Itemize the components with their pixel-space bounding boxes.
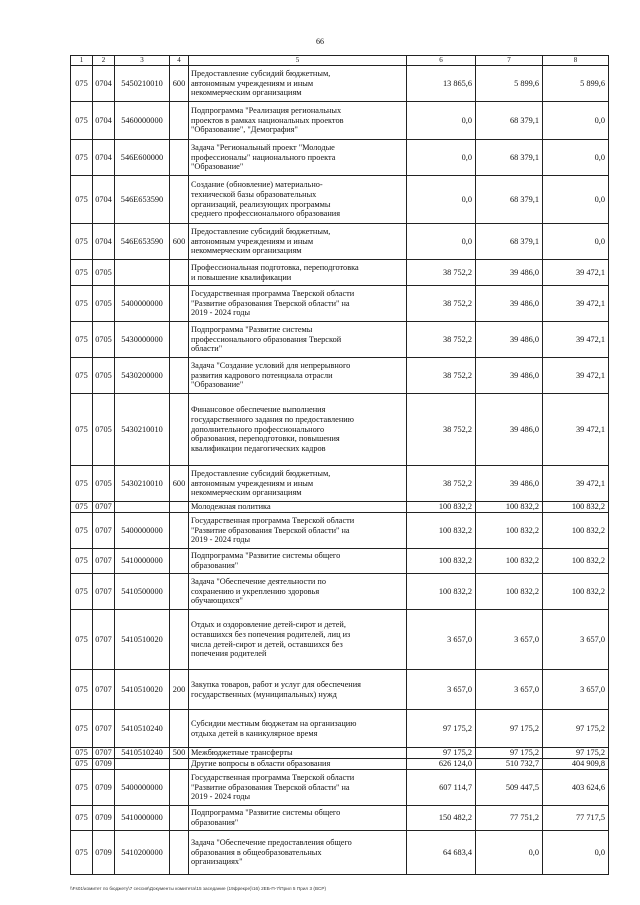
amount-year2-cell: 97 175,2 xyxy=(476,710,543,748)
table-row xyxy=(71,759,609,770)
amount-year2-cell: 39 486,0 xyxy=(476,466,543,502)
target-article-cell xyxy=(115,502,170,513)
table-header-row xyxy=(71,56,609,66)
admin-code-cell: 075 xyxy=(71,759,93,770)
section-code-cell: 0709 xyxy=(93,770,115,806)
table-row xyxy=(71,831,609,875)
target-article-cell: 5460000000 xyxy=(115,102,170,140)
admin-code-cell: 075 xyxy=(71,574,93,610)
amount-year3-cell: 100 832,2 xyxy=(543,502,609,513)
target-article-cell: 5410510240 xyxy=(115,748,170,759)
amount-year2-cell: 100 832,2 xyxy=(476,513,543,549)
target-article-cell: 5410000000 xyxy=(115,806,170,831)
target-article-cell: 546E653590 xyxy=(115,176,170,224)
amount-year3-cell: 39 472,1 xyxy=(543,394,609,466)
section-code-cell: 0707 xyxy=(93,610,115,670)
table-row xyxy=(71,176,609,224)
description-cell: Субсидии местным бюджетам на организацию отдыха детей в каникулярное время xyxy=(189,710,407,748)
amount-year3-cell: 39 472,1 xyxy=(543,466,609,502)
expense-type-cell xyxy=(170,286,189,322)
table-row xyxy=(71,140,609,176)
description-cell: Подпрограмма "Развитие системы профессионального образования Тверской области" xyxy=(189,322,407,358)
section-code-cell: 0705 xyxy=(93,394,115,466)
expense-type-cell xyxy=(170,358,189,394)
section-code-cell: 0705 xyxy=(93,466,115,502)
section-code-cell: 0705 xyxy=(93,322,115,358)
amount-year2-cell: 100 832,2 xyxy=(476,574,543,610)
admin-code-cell: 075 xyxy=(71,549,93,574)
target-article-cell: 5410000000 xyxy=(115,549,170,574)
admin-code-cell: 075 xyxy=(71,394,93,466)
amount-year3-cell: 5 899,6 xyxy=(543,66,609,102)
amount-year1-cell: 0,0 xyxy=(407,140,476,176)
target-article-cell: 5450210010 xyxy=(115,66,170,102)
table-row xyxy=(71,710,609,748)
target-article-cell: 5400000000 xyxy=(115,286,170,322)
amount-year2-cell: 509 447,5 xyxy=(476,770,543,806)
amount-year2-cell: 100 832,2 xyxy=(476,549,543,574)
col-header: 4 xyxy=(170,56,189,66)
amount-year1-cell: 97 175,2 xyxy=(407,710,476,748)
amount-year1-cell: 38 752,2 xyxy=(407,260,476,286)
expense-type-cell xyxy=(170,513,189,549)
section-code-cell: 0707 xyxy=(93,574,115,610)
expense-type-cell xyxy=(170,394,189,466)
description-cell: Задача "Обеспечение предоставления общего образования в общеобразовательных организациях" xyxy=(189,831,407,875)
amount-year1-cell: 0,0 xyxy=(407,176,476,224)
description-cell: Молодежная политика xyxy=(189,502,407,513)
target-article-cell: 5400000000 xyxy=(115,513,170,549)
expense-type-cell: 600 xyxy=(170,466,189,502)
amount-year2-cell: 39 486,0 xyxy=(476,358,543,394)
amount-year3-cell: 77 717,5 xyxy=(543,806,609,831)
amount-year1-cell: 100 832,2 xyxy=(407,549,476,574)
amount-year1-cell: 150 482,2 xyxy=(407,806,476,831)
table-row xyxy=(71,260,609,286)
target-article-cell: 5430210010 xyxy=(115,466,170,502)
amount-year1-cell: 38 752,2 xyxy=(407,466,476,502)
amount-year2-cell: 100 832,2 xyxy=(476,502,543,513)
section-code-cell: 0707 xyxy=(93,748,115,759)
description-cell: Создание (обновление) материально- технической базы образовательных организаций, реализующих программы среднего профессионального образования xyxy=(189,176,407,224)
page-number: 66 xyxy=(316,37,324,46)
expense-type-cell xyxy=(170,806,189,831)
section-code-cell: 0709 xyxy=(93,759,115,770)
col-header: 3 xyxy=(115,56,170,66)
section-code-cell: 0707 xyxy=(93,502,115,513)
expense-type-cell xyxy=(170,322,189,358)
amount-year2-cell: 5 899,6 xyxy=(476,66,543,102)
description-cell: Предоставление субсидий бюджетным, автономным учреждениям и иным некоммерческим организациям xyxy=(189,224,407,260)
amount-year1-cell: 3 657,0 xyxy=(407,610,476,670)
section-code-cell: 0704 xyxy=(93,66,115,102)
section-code-cell: 0704 xyxy=(93,176,115,224)
admin-code-cell: 075 xyxy=(71,224,93,260)
table-row xyxy=(71,358,609,394)
amount-year1-cell: 0,0 xyxy=(407,224,476,260)
section-code-cell: 0709 xyxy=(93,806,115,831)
admin-code-cell: 075 xyxy=(71,748,93,759)
table-row xyxy=(71,806,609,831)
table-row xyxy=(71,394,609,466)
expense-type-cell xyxy=(170,831,189,875)
description-cell: Государственная программа Тверской области "Развитие образования Тверской области" на 2019 - 2024 годы xyxy=(189,286,407,322)
amount-year3-cell: 39 472,1 xyxy=(543,322,609,358)
table-row xyxy=(71,286,609,322)
table-row xyxy=(71,66,609,102)
expense-type-cell xyxy=(170,710,189,748)
target-article-cell: 5410510020 xyxy=(115,670,170,710)
table-row xyxy=(71,670,609,710)
table-row xyxy=(71,748,609,759)
amount-year3-cell: 97 175,2 xyxy=(543,710,609,748)
description-cell: Государственная программа Тверской области "Развитие образования Тверской области" на 2019 - 2024 годы xyxy=(189,770,407,806)
amount-year3-cell: 3 657,0 xyxy=(543,610,609,670)
amount-year3-cell: 0,0 xyxy=(543,102,609,140)
amount-year2-cell: 68 379,1 xyxy=(476,140,543,176)
col-header: 5 xyxy=(189,56,407,66)
description-cell: Подпрограмма "Реализация региональных проектов в рамках национальных проектов "Образование", "Демография" xyxy=(189,102,407,140)
amount-year1-cell: 0,0 xyxy=(407,102,476,140)
amount-year2-cell: 39 486,0 xyxy=(476,286,543,322)
expense-type-cell: 600 xyxy=(170,224,189,260)
table-row xyxy=(71,322,609,358)
amount-year1-cell: 38 752,2 xyxy=(407,322,476,358)
budget-table xyxy=(70,55,609,875)
amount-year2-cell: 77 751,2 xyxy=(476,806,543,831)
expense-type-cell: 500 xyxy=(170,748,189,759)
admin-code-cell: 075 xyxy=(71,358,93,394)
admin-code-cell: 075 xyxy=(71,770,93,806)
amount-year3-cell: 97 175,2 xyxy=(543,748,609,759)
expense-type-cell: 600 xyxy=(170,66,189,102)
amount-year3-cell: 0,0 xyxy=(543,176,609,224)
expense-type-cell xyxy=(170,260,189,286)
amount-year1-cell: 607 114,7 xyxy=(407,770,476,806)
amount-year1-cell: 13 865,6 xyxy=(407,66,476,102)
table-row xyxy=(71,549,609,574)
description-cell: Задача "Обеспечение деятельности по сохранению и укреплению здоровья обучающихся" xyxy=(189,574,407,610)
description-cell: Профессиональная подготовка, переподготовка и повышение квалификации xyxy=(189,260,407,286)
admin-code-cell: 075 xyxy=(71,670,93,710)
amount-year2-cell: 68 379,1 xyxy=(476,224,543,260)
amount-year1-cell: 38 752,2 xyxy=(407,358,476,394)
table-row xyxy=(71,102,609,140)
section-code-cell: 0705 xyxy=(93,260,115,286)
target-article-cell: 5410200000 xyxy=(115,831,170,875)
target-article-cell: 5400000000 xyxy=(115,770,170,806)
amount-year3-cell: 39 472,1 xyxy=(543,286,609,322)
target-article-cell: 5430000000 xyxy=(115,322,170,358)
amount-year1-cell: 100 832,2 xyxy=(407,574,476,610)
amount-year3-cell: 100 832,2 xyxy=(543,549,609,574)
amount-year2-cell: 97 175,2 xyxy=(476,748,543,759)
col-header: 1 xyxy=(71,56,93,66)
description-cell: Подпрограмма "Развитие системы общего образования" xyxy=(189,549,407,574)
description-cell: Закупка товаров, работ и услуг для обеспечения государственных (муниципальных) нужд xyxy=(189,670,407,710)
col-header: 2 xyxy=(93,56,115,66)
amount-year2-cell: 68 379,1 xyxy=(476,176,543,224)
amount-year3-cell: 0,0 xyxy=(543,831,609,875)
admin-code-cell: 075 xyxy=(71,466,93,502)
amount-year3-cell: 404 909,8 xyxy=(543,759,609,770)
table-row xyxy=(71,224,609,260)
description-cell: Подпрограмма "Развитие системы общего образования" xyxy=(189,806,407,831)
admin-code-cell: 075 xyxy=(71,513,93,549)
amount-year1-cell: 38 752,2 xyxy=(407,394,476,466)
target-article-cell: 5430210010 xyxy=(115,394,170,466)
amount-year1-cell: 626 124,0 xyxy=(407,759,476,770)
table-row xyxy=(71,502,609,513)
table-row xyxy=(71,610,609,670)
target-article-cell: 5410510240 xyxy=(115,710,170,748)
expense-type-cell xyxy=(170,759,189,770)
description-cell: Предоставление субсидий бюджетным, автономным учреждениям и иным некоммерческим организациям xyxy=(189,66,407,102)
amount-year3-cell: 39 472,1 xyxy=(543,260,609,286)
target-article-cell xyxy=(115,260,170,286)
table-row xyxy=(71,466,609,502)
section-code-cell: 0707 xyxy=(93,513,115,549)
admin-code-cell: 075 xyxy=(71,806,93,831)
expense-type-cell xyxy=(170,502,189,513)
expense-type-cell xyxy=(170,140,189,176)
amount-year3-cell: 100 832,2 xyxy=(543,574,609,610)
amount-year2-cell: 3 657,0 xyxy=(476,670,543,710)
table-row xyxy=(71,770,609,806)
amount-year1-cell: 38 752,2 xyxy=(407,286,476,322)
admin-code-cell: 075 xyxy=(71,140,93,176)
description-cell: Другие вопросы в области образования xyxy=(189,759,407,770)
expense-type-cell xyxy=(170,770,189,806)
amount-year1-cell: 3 657,0 xyxy=(407,670,476,710)
section-code-cell: 0707 xyxy=(93,549,115,574)
description-cell: Задача "Создание условий для непрерывного развития кадрового потенциала отрасли "Образование" xyxy=(189,358,407,394)
admin-code-cell: 075 xyxy=(71,176,93,224)
amount-year2-cell: 68 379,1 xyxy=(476,102,543,140)
admin-code-cell: 075 xyxy=(71,610,93,670)
amount-year2-cell: 510 732,7 xyxy=(476,759,543,770)
section-code-cell: 0704 xyxy=(93,224,115,260)
expense-type-cell xyxy=(170,610,189,670)
admin-code-cell: 075 xyxy=(71,710,93,748)
amount-year3-cell: 403 624,6 xyxy=(543,770,609,806)
amount-year2-cell: 3 657,0 xyxy=(476,610,543,670)
section-code-cell: 0705 xyxy=(93,358,115,394)
description-cell: Задача "Региональный проект "Молодые профессионалы" национального проекта "Образование" xyxy=(189,140,407,176)
section-code-cell: 0709 xyxy=(93,831,115,875)
col-header: 7 xyxy=(476,56,543,66)
expense-type-cell xyxy=(170,574,189,610)
amount-year1-cell: 64 683,4 xyxy=(407,831,476,875)
amount-year3-cell: 3 657,0 xyxy=(543,670,609,710)
target-article-cell: 5430200000 xyxy=(115,358,170,394)
amount-year2-cell: 39 486,0 xyxy=(476,260,543,286)
admin-code-cell: 075 xyxy=(71,286,93,322)
expense-type-cell: 200 xyxy=(170,670,189,710)
amount-year2-cell: 39 486,0 xyxy=(476,322,543,358)
target-article-cell: 5410500000 xyxy=(115,574,170,610)
description-cell: Межбюджетные трансферты xyxy=(189,748,407,759)
admin-code-cell: 075 xyxy=(71,502,93,513)
admin-code-cell: 075 xyxy=(71,102,93,140)
amount-year1-cell: 97 175,2 xyxy=(407,748,476,759)
amount-year2-cell: 39 486,0 xyxy=(476,394,543,466)
amount-year3-cell: 0,0 xyxy=(543,224,609,260)
target-article-cell: 546E653590 xyxy=(115,224,170,260)
target-article-cell: 5410510020 xyxy=(115,610,170,670)
expense-type-cell xyxy=(170,549,189,574)
description-cell: Государственная программа Тверской области "Развитие образования Тверской области" на 2019 - 2024 годы xyxy=(189,513,407,549)
description-cell: Предоставление субсидий бюджетным, автономным учреждениям и иным некоммерческим организациям xyxy=(189,466,407,502)
admin-code-cell: 075 xyxy=(71,260,93,286)
section-code-cell: 0704 xyxy=(93,140,115,176)
file-path-footer: \\Fs01\комитет по бюджету\7 сессия\Документы комитета\15 заседание (19фрекре)\16) 2ЕБ-П-7\Прил 5 Прил 3 (ВСР) xyxy=(70,886,327,891)
col-header: 8 xyxy=(543,56,609,66)
amount-year2-cell: 0,0 xyxy=(476,831,543,875)
amount-year3-cell: 100 832,2 xyxy=(543,513,609,549)
description-cell: Отдых и оздоровление детей-сирот и детей, оставшихся без попечения родителей, лиц из числа детей-сирот и детей, оставшихся без попечения родителей xyxy=(189,610,407,670)
expense-type-cell xyxy=(170,102,189,140)
admin-code-cell: 075 xyxy=(71,66,93,102)
section-code-cell: 0705 xyxy=(93,286,115,322)
expense-type-cell xyxy=(170,176,189,224)
admin-code-cell: 075 xyxy=(71,322,93,358)
table-row xyxy=(71,513,609,549)
description-cell: Финансовое обеспечение выполнения государственного задания по предоставлению дополнительного профессионального образования, переподготовки, повышения квалификации педагогических кадров xyxy=(189,394,407,466)
section-code-cell: 0704 xyxy=(93,102,115,140)
col-header: 6 xyxy=(407,56,476,66)
amount-year3-cell: 0,0 xyxy=(543,140,609,176)
section-code-cell: 0707 xyxy=(93,670,115,710)
amount-year1-cell: 100 832,2 xyxy=(407,513,476,549)
amount-year1-cell: 100 832,2 xyxy=(407,502,476,513)
target-article-cell: 546E600000 xyxy=(115,140,170,176)
admin-code-cell: 075 xyxy=(71,831,93,875)
target-article-cell xyxy=(115,759,170,770)
table-row xyxy=(71,574,609,610)
section-code-cell: 0707 xyxy=(93,710,115,748)
amount-year3-cell: 39 472,1 xyxy=(543,358,609,394)
